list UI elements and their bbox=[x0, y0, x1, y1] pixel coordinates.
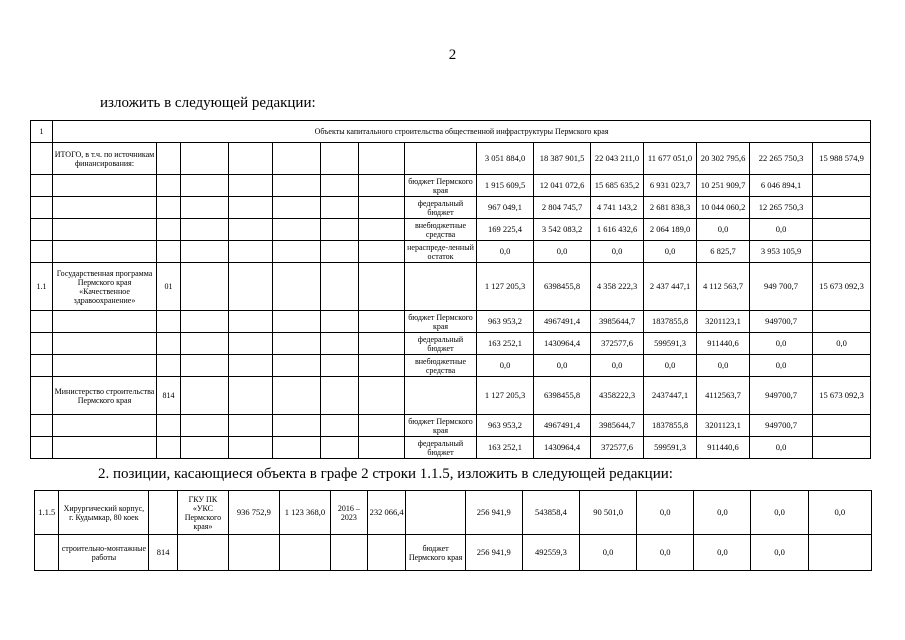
amount-cell: 2 064 189,0 bbox=[644, 219, 697, 241]
empty-cell bbox=[273, 197, 321, 219]
amount-cell bbox=[813, 241, 871, 263]
empty-cell bbox=[359, 263, 405, 311]
section-heading-2: 2. позиции, касающиеся объекта в графе 2 строки 1.1.5, изложить в следующей редакции: bbox=[98, 466, 673, 482]
period-cell: 2016 – 2023 bbox=[330, 491, 367, 535]
amount-cell: 90 501,0 bbox=[579, 491, 636, 535]
amount-cell: 169 225,4 bbox=[477, 219, 534, 241]
empty-cell bbox=[321, 437, 359, 459]
amount-cell: 4 112 563,7 bbox=[697, 263, 750, 311]
amount-cell: 372577,6 bbox=[591, 333, 644, 355]
total-cell bbox=[279, 535, 330, 571]
table-row bbox=[31, 219, 871, 241]
funding-source-cell: бюджет Пермского края bbox=[405, 175, 477, 197]
amount-cell: 543858,4 bbox=[522, 491, 579, 535]
row-code-cell bbox=[157, 311, 181, 333]
amount-cell: 0,0 bbox=[534, 241, 591, 263]
empty-cell bbox=[229, 377, 273, 415]
amount-cell bbox=[813, 355, 871, 377]
amount-cell: 911440,6 bbox=[697, 437, 750, 459]
empty-cell bbox=[229, 241, 273, 263]
empty-cell bbox=[359, 377, 405, 415]
table-row bbox=[31, 333, 871, 355]
empty-cell bbox=[321, 333, 359, 355]
object-table bbox=[34, 490, 872, 571]
amount-cell: 0,0 bbox=[591, 355, 644, 377]
table-row bbox=[31, 263, 871, 311]
row-number-cell bbox=[31, 355, 53, 377]
empty-cell bbox=[359, 241, 405, 263]
funding-source-cell: бюджет Пермского края bbox=[405, 311, 477, 333]
empty-cell bbox=[359, 437, 405, 459]
amount-cell: 12 041 072,6 bbox=[534, 175, 591, 197]
empty-cell bbox=[359, 143, 405, 175]
amount-cell: 1430964,4 bbox=[534, 333, 591, 355]
amount-cell bbox=[813, 219, 871, 241]
amount-cell: 599591,3 bbox=[644, 333, 697, 355]
row-number-cell bbox=[31, 311, 53, 333]
row-code-cell bbox=[157, 355, 181, 377]
table-row bbox=[35, 491, 872, 535]
amount-cell: 6 825,7 bbox=[697, 241, 750, 263]
amount-cell: 2437447,1 bbox=[644, 377, 697, 415]
amount-cell: 0,0 bbox=[813, 333, 871, 355]
row-name-cell bbox=[53, 175, 157, 197]
amount-cell: 1 616 432,6 bbox=[591, 219, 644, 241]
amount-cell: 0,0 bbox=[477, 355, 534, 377]
empty-cell bbox=[273, 175, 321, 197]
empty-cell bbox=[181, 377, 229, 415]
funding-source-cell: бюджет Пермского края bbox=[406, 535, 465, 571]
amount-cell: 4112563,7 bbox=[697, 377, 750, 415]
amount-cell bbox=[813, 437, 871, 459]
customer-cell: ГКУ ПК «УКС Пермского края» bbox=[177, 491, 228, 535]
row-number-cell bbox=[35, 535, 59, 571]
empty-cell bbox=[181, 219, 229, 241]
row-name-cell bbox=[53, 333, 157, 355]
row-code-cell bbox=[157, 219, 181, 241]
row-name-cell: Министерство строительства Пермского края bbox=[53, 377, 157, 415]
amount-cell bbox=[808, 535, 871, 571]
amount-cell: 1837855,8 bbox=[644, 311, 697, 333]
amount-cell: 3201123,1 bbox=[697, 415, 750, 437]
row-code-cell: 01 bbox=[157, 263, 181, 311]
object-name-cell: Хирургический корпус, г. Кудымкар, 80 коек bbox=[59, 491, 149, 535]
empty-cell bbox=[229, 311, 273, 333]
row-code-cell bbox=[157, 333, 181, 355]
row-code-cell bbox=[157, 175, 181, 197]
amount-cell: 6398455,8 bbox=[534, 377, 591, 415]
row-name-cell bbox=[53, 415, 157, 437]
period-cell bbox=[330, 535, 367, 571]
table-title-cell: Объекты капитального строительства общественной инфраструктуры Пермского края bbox=[53, 121, 871, 143]
empty-cell bbox=[359, 355, 405, 377]
amount-cell: 599591,3 bbox=[644, 437, 697, 459]
funding-source-cell bbox=[405, 377, 477, 415]
empty-cell bbox=[321, 311, 359, 333]
amount-cell: 1 127 205,3 bbox=[477, 377, 534, 415]
row-name-cell bbox=[53, 437, 157, 459]
funding-source-cell: внебюджетные средства bbox=[405, 219, 477, 241]
amount-cell: 0,0 bbox=[579, 535, 636, 571]
empty-cell bbox=[321, 263, 359, 311]
amount-cell: 1 915 609,5 bbox=[477, 175, 534, 197]
amount-cell: 163 252,1 bbox=[477, 437, 534, 459]
amount-cell: 0,0 bbox=[637, 535, 694, 571]
amount-cell: 4 741 143,2 bbox=[591, 197, 644, 219]
code-cell bbox=[149, 491, 178, 535]
amount-cell: 911440,6 bbox=[697, 333, 750, 355]
amount-cell: 0,0 bbox=[808, 491, 871, 535]
amount-cell: 15 685 635,2 bbox=[591, 175, 644, 197]
amount-cell: 0,0 bbox=[750, 437, 813, 459]
empty-cell bbox=[321, 143, 359, 175]
empty-cell bbox=[181, 263, 229, 311]
empty-cell bbox=[321, 377, 359, 415]
amount-cell: 0,0 bbox=[477, 241, 534, 263]
amount-cell: 949 700,7 bbox=[750, 263, 813, 311]
amount-cell: 0,0 bbox=[750, 355, 813, 377]
amount-cell: 15 673 092,3 bbox=[813, 263, 871, 311]
empty-cell bbox=[181, 197, 229, 219]
amount-cell: 0,0 bbox=[644, 241, 697, 263]
empty-cell bbox=[359, 415, 405, 437]
amount-cell: 0,0 bbox=[697, 355, 750, 377]
row-number-cell bbox=[31, 415, 53, 437]
empty-cell bbox=[229, 437, 273, 459]
amount-cell: 1430964,4 bbox=[534, 437, 591, 459]
row-number-cell bbox=[31, 241, 53, 263]
empty-cell bbox=[273, 437, 321, 459]
table-row bbox=[31, 437, 871, 459]
amount-cell: 3985644,7 bbox=[591, 311, 644, 333]
amount-cell: 0,0 bbox=[750, 333, 813, 355]
row-name-cell bbox=[53, 241, 157, 263]
table-row bbox=[31, 143, 871, 175]
amount-cell: 11 677 051,0 bbox=[644, 143, 697, 175]
table-row bbox=[31, 197, 871, 219]
empty-cell bbox=[181, 415, 229, 437]
amount-cell: 22 265 750,3 bbox=[750, 143, 813, 175]
amount-cell bbox=[813, 311, 871, 333]
page-number: 2 bbox=[448, 47, 457, 63]
amount-cell: 15 673 092,3 bbox=[813, 377, 871, 415]
row-name-cell bbox=[53, 311, 157, 333]
empty-cell bbox=[321, 175, 359, 197]
empty-cell bbox=[273, 263, 321, 311]
object-name-cell: строительно-монтажные работы bbox=[59, 535, 149, 571]
empty-cell bbox=[359, 197, 405, 219]
amount-cell: 3 542 083,2 bbox=[534, 219, 591, 241]
amount-cell: 0,0 bbox=[591, 241, 644, 263]
amount-cell: 10 044 060,2 bbox=[697, 197, 750, 219]
empty-cell bbox=[273, 377, 321, 415]
row-number-cell bbox=[31, 197, 53, 219]
empty-cell bbox=[181, 355, 229, 377]
amount-cell bbox=[813, 197, 871, 219]
amount-cell: 3 051 884,0 bbox=[477, 143, 534, 175]
row-number-cell bbox=[31, 333, 53, 355]
amount-cell: 0,0 bbox=[751, 491, 808, 535]
cost-cell: 936 752,9 bbox=[228, 491, 279, 535]
empty-cell bbox=[229, 175, 273, 197]
empty-cell bbox=[273, 143, 321, 175]
amount-cell bbox=[367, 535, 406, 571]
empty-cell bbox=[181, 175, 229, 197]
amount-cell: 2 681 838,3 bbox=[644, 197, 697, 219]
empty-cell bbox=[229, 415, 273, 437]
funding-source-cell: внебюджетные средства bbox=[405, 355, 477, 377]
amount-cell: 0,0 bbox=[694, 491, 751, 535]
table-row bbox=[31, 355, 871, 377]
row-code-cell bbox=[157, 143, 181, 175]
empty-cell bbox=[273, 241, 321, 263]
cost-cell bbox=[228, 535, 279, 571]
amount-cell: 12 265 750,3 bbox=[750, 197, 813, 219]
empty-cell bbox=[181, 241, 229, 263]
amount-cell: 0,0 bbox=[697, 219, 750, 241]
amount-cell: 256 941,9 bbox=[465, 491, 522, 535]
empty-cell bbox=[359, 175, 405, 197]
amount-cell: 0,0 bbox=[534, 355, 591, 377]
amount-cell: 163 252,1 bbox=[477, 333, 534, 355]
empty-cell bbox=[359, 311, 405, 333]
row-number-cell bbox=[31, 219, 53, 241]
row-name-cell: Государственная программа Пермского края «Качественное здравоохранение» bbox=[53, 263, 157, 311]
capital-construction-table bbox=[30, 120, 871, 459]
amount-cell: 0,0 bbox=[750, 219, 813, 241]
amount-cell: 0,0 bbox=[694, 535, 751, 571]
table-row bbox=[31, 175, 871, 197]
empty-cell bbox=[273, 415, 321, 437]
row-code-cell bbox=[157, 437, 181, 459]
funding-source-cell bbox=[405, 263, 477, 311]
empty-cell bbox=[321, 355, 359, 377]
amount-cell: 0,0 bbox=[751, 535, 808, 571]
empty-cell bbox=[229, 333, 273, 355]
empty-cell bbox=[321, 219, 359, 241]
amount-cell: 22 043 211,0 bbox=[591, 143, 644, 175]
amount-cell: 949700,7 bbox=[750, 377, 813, 415]
row-number-cell: 1.1.5 bbox=[35, 491, 59, 535]
empty-cell bbox=[273, 311, 321, 333]
funding-source-cell: нераспреде-ленный остаток bbox=[405, 241, 477, 263]
amount-cell: 949700,7 bbox=[750, 311, 813, 333]
amount-cell: 3201123,1 bbox=[697, 311, 750, 333]
amount-cell: 10 251 909,7 bbox=[697, 175, 750, 197]
amount-cell: 492559,3 bbox=[522, 535, 579, 571]
empty-cell bbox=[229, 219, 273, 241]
amount-cell: 6398455,8 bbox=[534, 263, 591, 311]
row-number-cell bbox=[31, 377, 53, 415]
amount-cell: 232 066,4 bbox=[367, 491, 406, 535]
amount-cell: 4967491,4 bbox=[534, 415, 591, 437]
row-number-cell bbox=[31, 437, 53, 459]
empty-cell bbox=[321, 241, 359, 263]
row-code-cell bbox=[157, 197, 181, 219]
row-number-cell bbox=[31, 175, 53, 197]
amount-cell: 1837855,8 bbox=[644, 415, 697, 437]
table-row bbox=[31, 377, 871, 415]
empty-cell bbox=[359, 333, 405, 355]
funding-source-cell: федеральный бюджет bbox=[405, 437, 477, 459]
empty-cell bbox=[229, 143, 273, 175]
customer-cell bbox=[177, 535, 228, 571]
amount-cell bbox=[813, 415, 871, 437]
row-name-cell bbox=[53, 355, 157, 377]
amount-cell: 0,0 bbox=[637, 491, 694, 535]
funding-source-cell: бюджет Пермского края bbox=[405, 415, 477, 437]
amount-cell: 4358222,3 bbox=[591, 377, 644, 415]
row-number-cell bbox=[31, 143, 53, 175]
amount-cell: 3985644,7 bbox=[591, 415, 644, 437]
empty-cell bbox=[359, 219, 405, 241]
empty-cell bbox=[321, 415, 359, 437]
row-name-cell bbox=[53, 197, 157, 219]
amount-cell: 4 358 222,3 bbox=[591, 263, 644, 311]
amount-cell: 15 988 574,9 bbox=[813, 143, 871, 175]
row-name-cell bbox=[53, 219, 157, 241]
empty-cell bbox=[321, 197, 359, 219]
row-code-cell bbox=[157, 241, 181, 263]
empty-cell bbox=[181, 333, 229, 355]
row-name-cell: ИТОГО, в т.ч. по источникам финансирования: bbox=[53, 143, 157, 175]
funding-source-cell bbox=[406, 491, 465, 535]
empty-cell bbox=[181, 143, 229, 175]
empty-cell bbox=[181, 437, 229, 459]
amount-cell: 1 127 205,3 bbox=[477, 263, 534, 311]
table-row bbox=[35, 535, 872, 571]
amount-cell: 4967491,4 bbox=[534, 311, 591, 333]
funding-source-cell bbox=[405, 143, 477, 175]
empty-cell bbox=[229, 355, 273, 377]
amount-cell bbox=[813, 175, 871, 197]
amount-cell: 18 387 901,5 bbox=[534, 143, 591, 175]
section-heading: изложить в следующей редакции: bbox=[100, 95, 316, 111]
amount-cell: 949700,7 bbox=[750, 415, 813, 437]
amount-cell: 20 302 795,6 bbox=[697, 143, 750, 175]
empty-cell bbox=[273, 333, 321, 355]
table-row bbox=[31, 241, 871, 263]
funding-source-cell: федеральный бюджет bbox=[405, 333, 477, 355]
table-row bbox=[31, 311, 871, 333]
code-cell: 814 bbox=[149, 535, 178, 571]
row-code-cell: 814 bbox=[157, 377, 181, 415]
empty-cell bbox=[273, 355, 321, 377]
empty-cell bbox=[229, 197, 273, 219]
total-cell: 1 123 368,0 bbox=[279, 491, 330, 535]
funding-source-cell: федеральный бюджет bbox=[405, 197, 477, 219]
row-number-cell: 1.1 bbox=[31, 263, 53, 311]
amount-cell: 372577,6 bbox=[591, 437, 644, 459]
row-code-cell bbox=[157, 415, 181, 437]
amount-cell: 967 049,1 bbox=[477, 197, 534, 219]
amount-cell: 963 953,2 bbox=[477, 311, 534, 333]
amount-cell: 2 437 447,1 bbox=[644, 263, 697, 311]
amount-cell: 6 046 894,1 bbox=[750, 175, 813, 197]
empty-cell bbox=[229, 263, 273, 311]
amount-cell: 6 931 023,7 bbox=[644, 175, 697, 197]
empty-cell bbox=[181, 311, 229, 333]
amount-cell: 0,0 bbox=[644, 355, 697, 377]
amount-cell: 256 941,9 bbox=[465, 535, 522, 571]
header-number-cell: 1 bbox=[31, 121, 53, 143]
amount-cell: 3 953 105,9 bbox=[750, 241, 813, 263]
amount-cell: 2 804 745,7 bbox=[534, 197, 591, 219]
empty-cell bbox=[273, 219, 321, 241]
amount-cell: 963 953,2 bbox=[477, 415, 534, 437]
table-row bbox=[31, 415, 871, 437]
